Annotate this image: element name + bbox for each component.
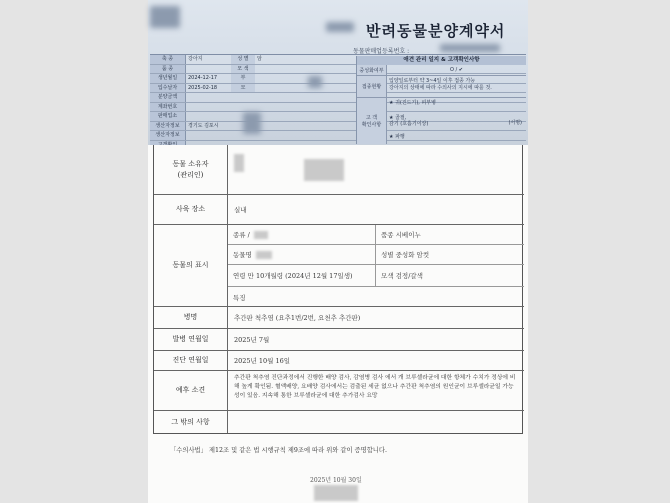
row-value: [255, 84, 303, 93]
prognosis-label: 예후 소견: [154, 371, 228, 410]
legal-notice: 「수의사법」 제12조 및 같은 법 시행규칙 제9조에 따라 위와 같이 증명합니다.: [170, 447, 387, 454]
row-label: 생산자정보: [150, 122, 186, 131]
row-label: 축 종: [150, 55, 186, 64]
check-item: 감기 (호흡기이상): [389, 121, 429, 127]
signature-label: (서명): [508, 120, 522, 126]
check-item: ★ 골절,: [389, 114, 407, 121]
customer-items: [387, 98, 526, 144]
check-item: ★ 파행: [389, 133, 405, 140]
breed-cell: [376, 225, 524, 245]
row-value: [186, 93, 231, 102]
owner-label-line: 동물 소유자: [172, 159, 209, 168]
redaction-block: [308, 76, 322, 88]
row-label: 계좌번호: [150, 103, 186, 112]
sex-cell: [376, 245, 524, 265]
row-label: 생년월일: [150, 74, 186, 83]
row-value: [186, 103, 231, 112]
left-backdrop: [0, 0, 148, 503]
disease-label: 병명: [154, 307, 228, 328]
species-cell: [228, 225, 376, 245]
other-row: [154, 411, 524, 433]
row-label: 생산자정보: [150, 131, 186, 140]
row-label: 부: [231, 74, 255, 83]
row-value: [186, 131, 231, 140]
animal-row: [154, 225, 524, 307]
vaccine-row: [357, 76, 526, 98]
redaction-block: [326, 22, 354, 32]
diagnosis-label: 진단 연월일: [154, 351, 228, 370]
animal-label: 동물의 표시: [154, 225, 228, 306]
customer-label-line: 확인사항: [361, 122, 382, 128]
place-row: [154, 195, 524, 225]
color-cell: [376, 265, 524, 287]
redaction-block: [254, 231, 268, 239]
owner-label: [154, 145, 228, 194]
issue-date: 2025년 10월 30일: [310, 477, 362, 484]
vaccine-line: 강아지의 상태에 따라 수의사의 지시에 따를 것.: [389, 84, 492, 91]
disease-row: [154, 307, 524, 329]
adoption-contract-photo: [148, 0, 528, 145]
redaction-block: [150, 6, 180, 28]
sex-label: 성별: [381, 251, 394, 259]
row-value: 강아지: [188, 56, 203, 62]
row-label: 품 종: [150, 65, 186, 74]
diagnosis-date-row: [154, 351, 524, 371]
row-label: 분양금액: [150, 93, 186, 102]
feature-cell: 특징: [233, 293, 246, 302]
color-value: 검정/갈색: [395, 272, 423, 280]
prognosis-text: 추간판 척추염 진단과정에서 진행한 배양 검사, 감염병 검사 에서 개 브루셀라균에 대한 항체가 수치가 정상에 비해 높게 확인됨. 혈액배양, 요배양 검사에서는 검출된 세균 없으나 추간판 척추염의 원인균이 브루셀라균일 가능성이 있음. 지속해 통한 브루셀라균에 대한 추가검사 요망: [234, 375, 516, 399]
neuter-label: 중성화여부: [357, 65, 387, 75]
diagnosis-value: 2025년 10월 16일: [234, 357, 291, 365]
table-bottom-rule: [153, 433, 523, 434]
other-value: [228, 411, 524, 433]
row-value: 2024-12-17: [188, 75, 218, 81]
vaccine-value: [387, 76, 526, 97]
age-cell: 연령 만 10개월령 (2024년 12월 17일생): [228, 265, 376, 287]
care-panel-heading: 애견 관리 일지 & 고객확인사항: [357, 56, 526, 65]
breed-label: 품종: [381, 231, 394, 239]
sex-value: 중성화 암컷: [395, 251, 430, 259]
row-value: [255, 65, 303, 74]
pet-name-cell: [228, 245, 376, 265]
row-label: 판매업소: [150, 112, 186, 121]
place-value: 실내: [234, 206, 247, 214]
row-value: 경기도 김포시: [188, 122, 219, 129]
place-label: 사육 장소: [154, 195, 228, 224]
onset-row: [154, 329, 524, 351]
prognosis-row: [154, 371, 524, 411]
contract-title: 반려동물분양계약서: [366, 22, 506, 40]
species-label: 종류 /: [233, 231, 250, 239]
row-value: [186, 112, 231, 121]
pet-name-label: 동물명: [233, 251, 252, 259]
breed-value: 시베이누: [395, 231, 421, 239]
care-log-panel: [356, 56, 526, 144]
redaction-block: [314, 485, 358, 501]
contract-reg-no: 동물판매업등록번호 :: [353, 48, 410, 55]
row-label: 성 별: [231, 55, 255, 64]
customer-check-row: [357, 98, 526, 144]
redaction-block: [304, 159, 344, 181]
owner-value: [228, 145, 524, 194]
row-value: 암: [257, 56, 262, 62]
color-label: 모색: [381, 272, 394, 280]
other-label: 그 밖의 사항: [154, 411, 228, 433]
owner-row: [154, 145, 524, 195]
row-value: 2025-02-18: [188, 84, 218, 91]
diagnosis-certificate: [148, 145, 528, 503]
customer-label: [357, 98, 387, 144]
right-backdrop: [528, 0, 670, 503]
vaccine-line: 입양일로부터 약 3~4일 이후 접종 가능: [389, 78, 476, 84]
row-value: [186, 65, 231, 74]
neuter-value: O / ✔: [450, 67, 463, 73]
row-label: 모: [231, 84, 255, 93]
redaction-block: [243, 112, 261, 134]
customer-label-line: 고 객: [365, 115, 378, 121]
animal-details: [228, 225, 524, 306]
redaction-block: [440, 44, 500, 52]
row-value: [255, 74, 303, 83]
neuter-row: [357, 65, 526, 76]
row-label: 입수날자: [150, 84, 186, 93]
certificate-table: [153, 145, 523, 433]
onset-value: 2025년 7월: [234, 336, 270, 344]
vaccine-label: 접종현황: [357, 76, 387, 97]
row-label: 모 색: [231, 65, 255, 74]
redaction-block: [256, 251, 272, 259]
owner-label-line: (관리인): [177, 170, 204, 179]
disease-value: 추간판 척추염 (요추1번/2번, 요천추 추간판): [234, 314, 361, 322]
check-item: ★ 귀(진드기), 피부병: [389, 100, 436, 106]
redaction-block: [234, 154, 244, 172]
onset-label: 발병 연월일: [154, 329, 228, 350]
